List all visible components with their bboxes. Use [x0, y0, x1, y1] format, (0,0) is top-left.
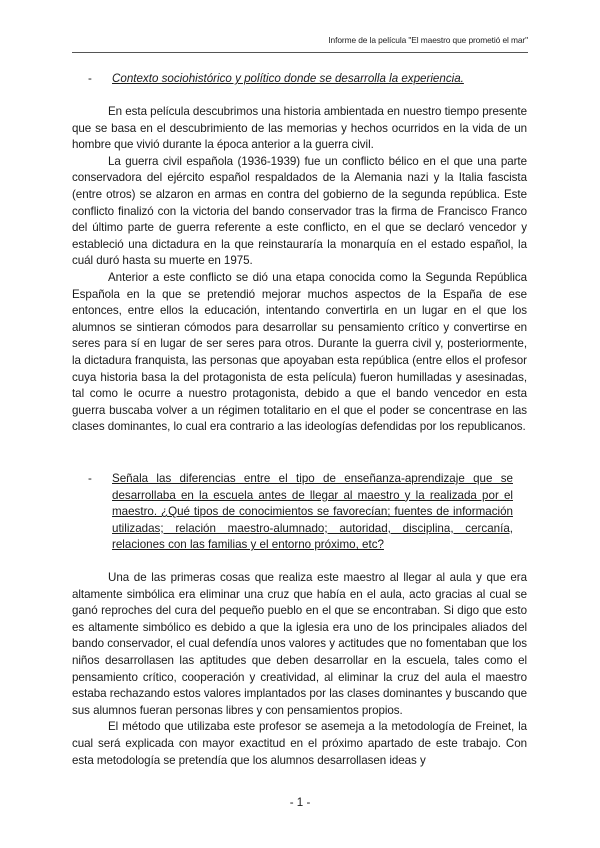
- heading-text: Señala las diferencias entre el tipo de enseñanza-aprendizaje que se desarrollaba en la escuela antes de llegar al maestro y la realizada por el maestro. ¿Qué tipos de conocimientos se favorecían; fuentes de información utilizadas; relación maestro-alumnado; autoridad, disciplina, cercanía, relaciones con las familias y el entorno próximo, etc?: [112, 472, 513, 552]
- running-header: Informe de la película "El maestro que prometió el mar": [328, 35, 528, 45]
- paragraph: El método que utilizaba este profesor se asemeja a la metodología de Freinet, la cual será explicada con mayor exactitud en el próximo apartado de este trabajo. Con esta metodología se pretendía que los alumnos desarrollasen ideas y: [72, 720, 527, 767]
- section-heading-context: [88, 71, 513, 88]
- paragraph: La guerra civil española (1936-1939) fue un conflicto bélico en el que una parte conservadora del ejército español respaldados de la Alemania nazi y la Italia fascista (entre otros) se alzaron en armas en contra del gobierno de la segunda república. Este conflicto finalizó con la victoria del bando conservador tras la firma de Francisco Franco del último parte de guerra referente a este conflicto, en el que se declaró vencedor y estableció una dictadura en la que reinstauraría la monarquía en el estado español, la cuál duró hasta su muerte en 1975.: [72, 154, 527, 268]
- paragraph: Una de las primeras cosas que realiza este maestro al llegar al aula y que era altamente simbólica era eliminar una cruz que había en el aula, acto gracias al cual se ganó reproches del cura del pequeño pueblo en el que se encontraban. Si digo que esto es altamente simbólico es debido a que la iglesia era uno de los principales aliados del bando conservador, el cual defendía unos valores y actitudes que no fomentaban que los niños desarrollasen las aptitudes que deben desarrollar en la escuela, tales como el pensamiento crítico, cooperación y creatividad, al eliminar la cruz del aula el maestro estaba rechazando estos valores implantados por las clases dominantes y buscando que sus alumnos fueran personas libres y con pensamientos propios.: [72, 571, 527, 717]
- bullet-dash: -: [88, 72, 92, 85]
- paragraph: Anterior a este conflicto se dió una etapa conocida como la Segunda República Española en la que se pretendió mejorar muchos aspectos de la España de ese entonces, entre ellos la educación, intentando convertirla en un lugar en el que los alumnos se sintieran cómodos para desarrollar su pensamiento crítico y convertirse en seres para sí en lugar de ser seres para otros. Durante la guerra civil y, posteriormente, la dictadura franquista, las personas que apoyaban esta república (entre ellos el profesor cuya historia basa la del protagonista de esta película) fueron humilladas y asesinadas, tal como le ocurre a nuestro protagonista, debido a que el bando vencedor en esta guerra buscaba volver a un régimen totalitario en el que el poder se concentrase en las clases dominantes, lo cual era contrario a las ideologías defendidas por los republicanos.: [72, 270, 527, 434]
- section-heading-differences: [88, 471, 513, 554]
- heading-text: Contexto sociohistórico y político donde se desarrolla la experiencia.: [112, 72, 464, 85]
- bullet-dash: -: [88, 472, 92, 485]
- section-body-context: [72, 104, 527, 436]
- section-body-differences: [72, 570, 527, 769]
- header-rule: [72, 52, 528, 53]
- paragraph: En esta película descubrimos una historia ambientada en nuestro tiempo presente que se basa en el descubrimiento de las memorias y hechos ocurridos en la vida de un hombre que vivió durante la época anterior a la guerra civil.: [72, 105, 527, 152]
- page-number: - 1 -: [289, 796, 311, 809]
